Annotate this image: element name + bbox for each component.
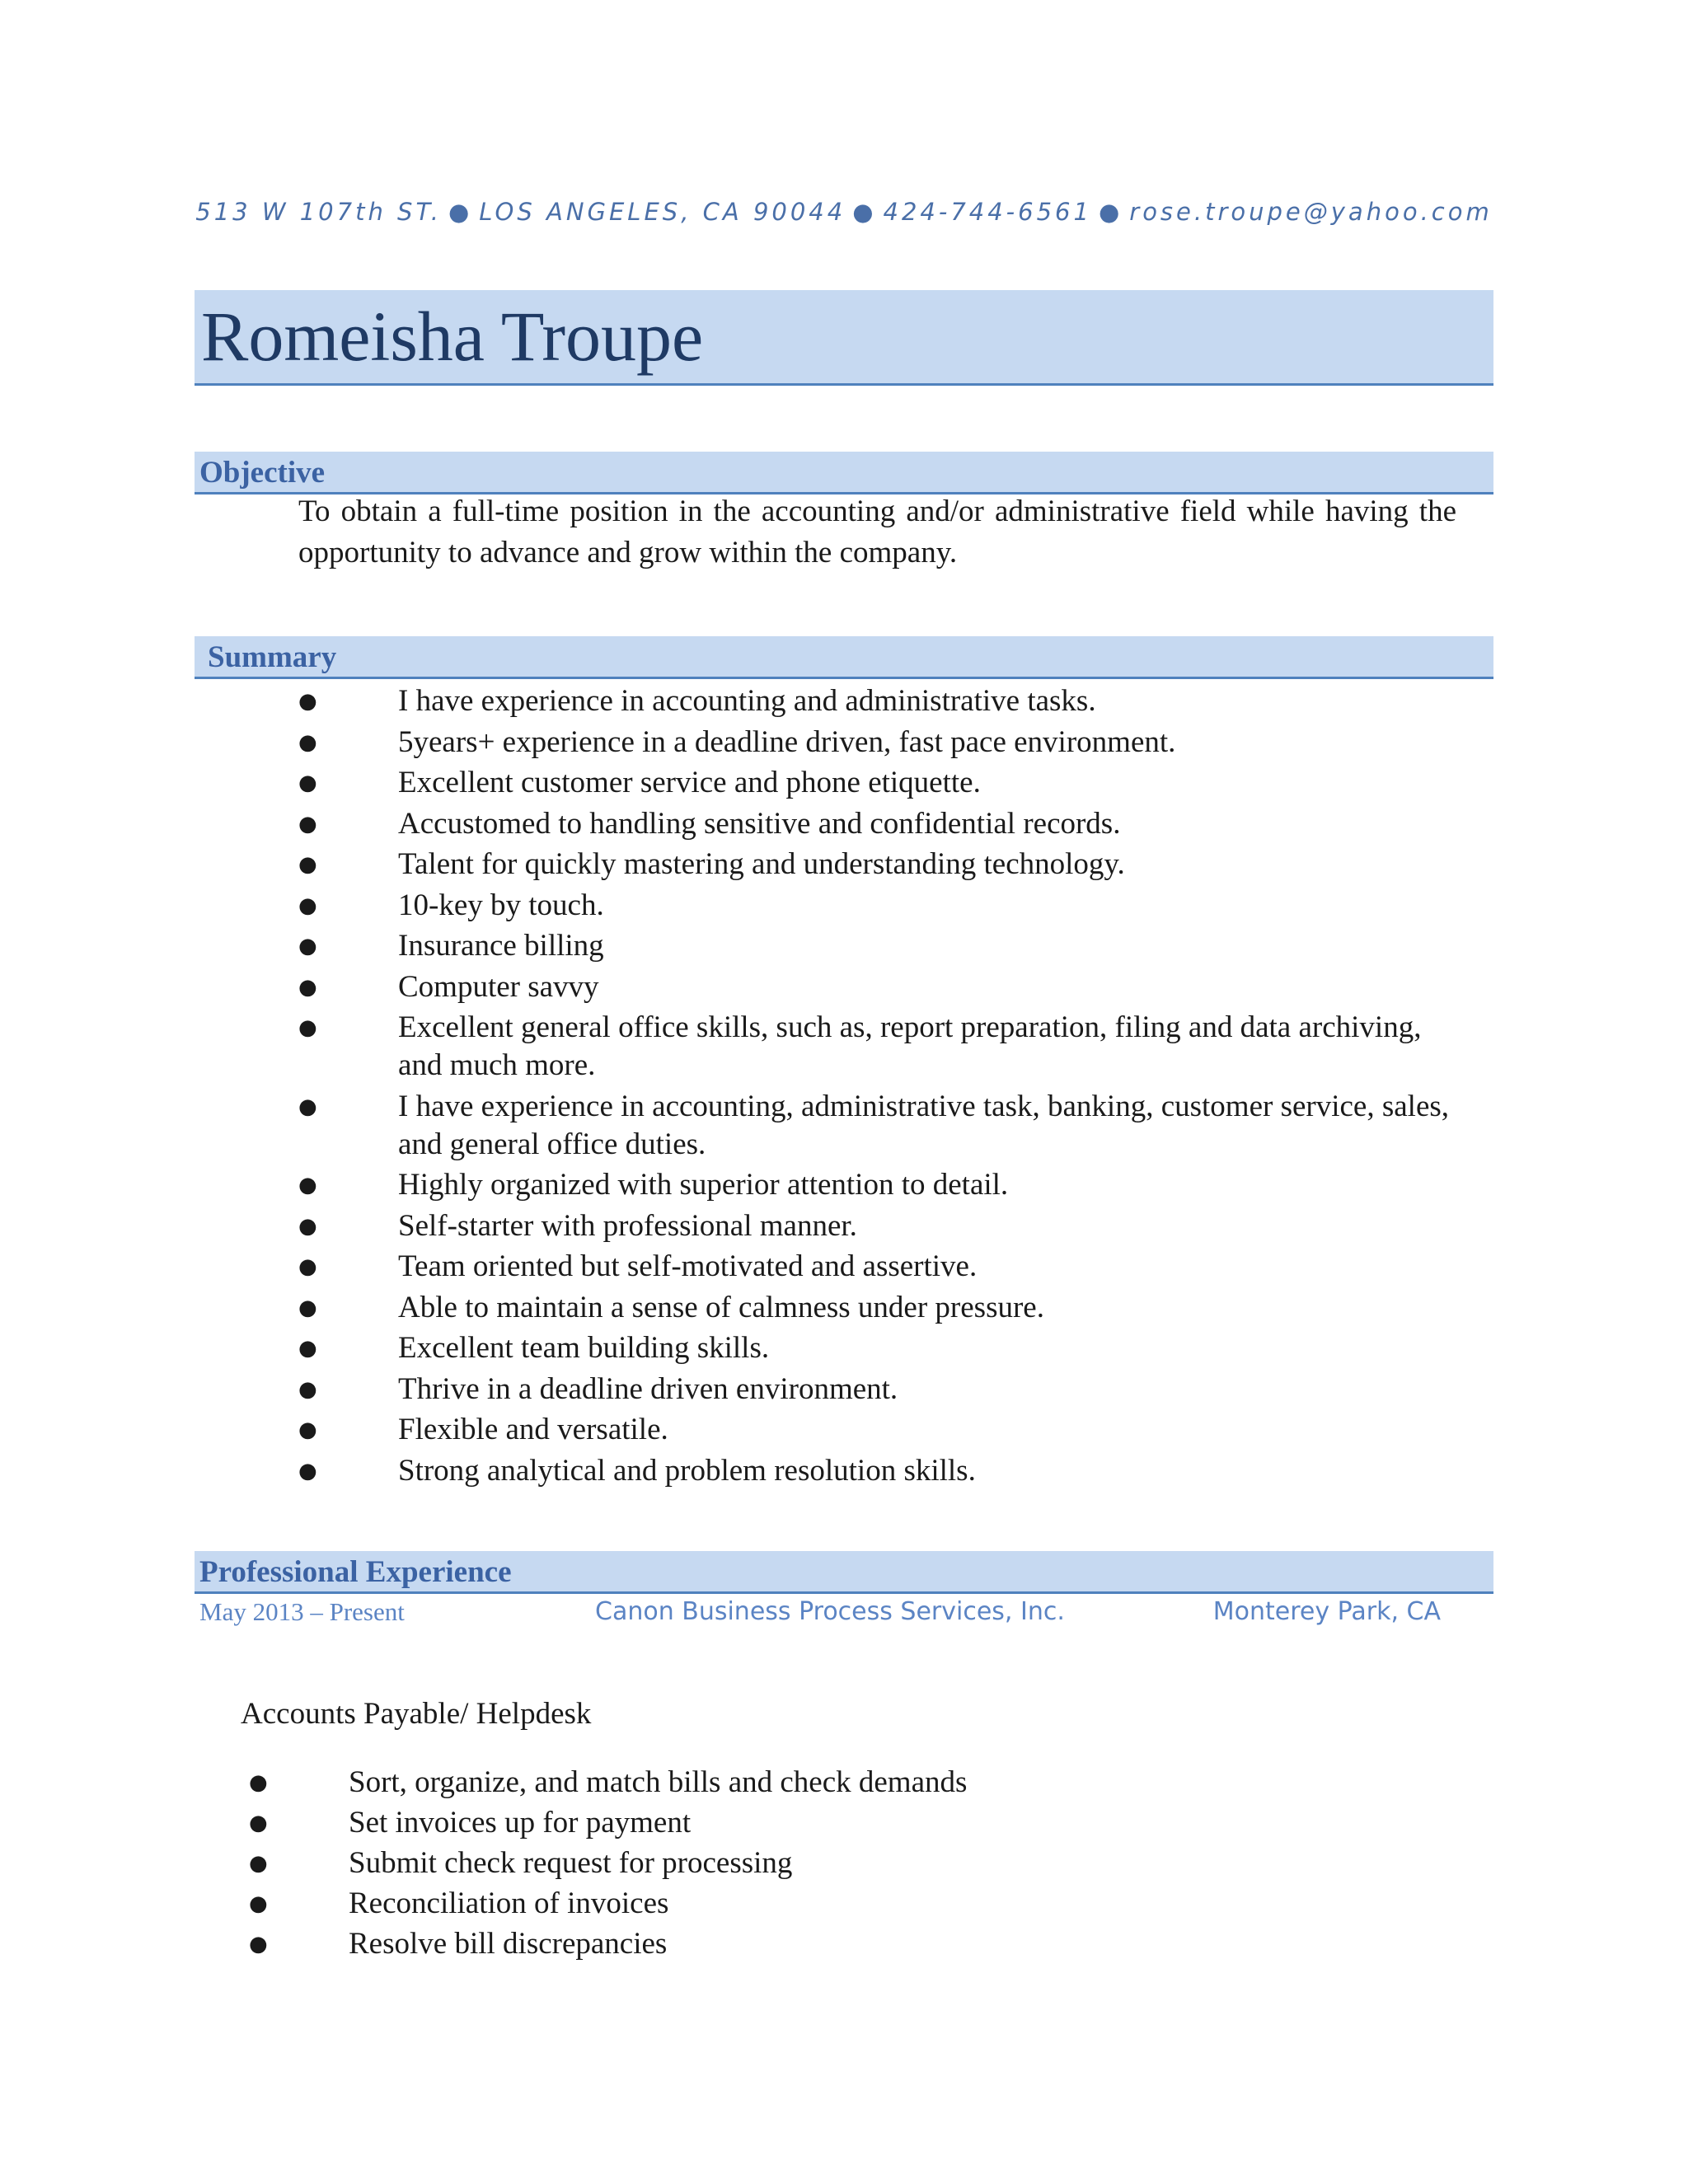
summary-heading: Summary <box>208 640 337 674</box>
list-item-text: Thrive in a deadline driven environment. <box>398 1371 898 1406</box>
list-item <box>298 846 1469 883</box>
bullet-icon: ● <box>249 1932 268 1957</box>
list-item-text: Set invoices up for payment <box>349 1806 692 1840</box>
bullet-icon: ● <box>298 1295 317 1320</box>
bullet-icon: ● <box>249 1770 268 1795</box>
bullet-icon: ● <box>249 1891 268 1916</box>
list-item <box>298 1289 1469 1327</box>
bullet-icon: ● <box>298 1094 317 1119</box>
job-header <box>199 1597 1493 1633</box>
list-item <box>298 1248 1469 1286</box>
list-item <box>298 1452 1469 1490</box>
contact-address: 513 W 107th ST. <box>195 198 442 226</box>
contact-separator: ● <box>1098 198 1123 226</box>
list-item <box>249 1804 1320 1842</box>
bullet-icon: ● <box>298 934 317 958</box>
job-dates: May 2013 – Present <box>199 1597 405 1626</box>
bullet-icon: ● <box>298 1173 317 1197</box>
list-item <box>298 805 1469 843</box>
list-item-text: I have experience in accounting and administrative tasks. <box>398 684 1096 718</box>
bullet-icon: ● <box>298 1254 317 1279</box>
list-item <box>298 968 1469 1006</box>
list-item-text: Resolve bill discrepancies <box>349 1927 668 1961</box>
bullet-icon: ● <box>298 974 317 1000</box>
list-item <box>298 1088 1469 1164</box>
list-item <box>249 1885 1320 1923</box>
list-item-text: Flexible and versatile. <box>398 1413 668 1446</box>
job-company: Canon Business Process Services, Inc. <box>595 1597 1065 1626</box>
list-item-text: Able to maintain a sense of calmness under pressure. <box>398 1290 1044 1324</box>
bullet-icon: ● <box>298 1458 317 1483</box>
bullet-icon: ● <box>298 1376 317 1402</box>
objective-heading: Objective <box>199 456 326 490</box>
list-item <box>298 887 1469 925</box>
bullet-icon: ● <box>298 771 317 795</box>
contact-phone: 424-744-6561 <box>883 198 1092 226</box>
list-item <box>249 1764 1320 1802</box>
bullet-icon: ● <box>249 1811 268 1835</box>
contact-email: rose.troupe@yahoo.com <box>1129 198 1493 226</box>
job-location: Monterey Park, CA <box>1212 1597 1441 1626</box>
summary-heading-band <box>195 636 1493 679</box>
list-item <box>298 1411 1469 1449</box>
list-item-text: Accustomed to handling sensitive and confidential records. <box>398 806 1121 841</box>
contact-separator: ● <box>448 198 473 226</box>
summary-list <box>298 682 1469 1493</box>
list-item <box>249 1844 1320 1882</box>
experience-heading-band <box>195 1551 1493 1594</box>
bullet-icon: ● <box>298 1015 317 1040</box>
bullet-icon: ● <box>298 689 317 714</box>
bullet-icon: ● <box>298 811 317 837</box>
bullet-icon: ● <box>298 729 317 755</box>
name-banner <box>195 290 1493 386</box>
experience-heading: Professional Experience <box>199 1555 512 1589</box>
list-item <box>298 724 1469 762</box>
list-item <box>298 1207 1469 1245</box>
list-item <box>298 1329 1469 1367</box>
list-item-text: Self-starter with professional manner. <box>398 1208 857 1243</box>
contact-separator: ● <box>852 198 877 226</box>
list-item-text: Reconciliation of invoices <box>349 1886 669 1920</box>
bullet-icon: ● <box>298 1418 317 1442</box>
list-item-text: Excellent general office skills, such as, report preparation, filing and data archiving, and much more. <box>398 1010 1422 1082</box>
list-item-text: Insurance billing <box>398 929 604 963</box>
list-item <box>298 1166 1469 1204</box>
objective-heading-band <box>195 452 1493 494</box>
list-item-text: Excellent customer service and phone etiquette. <box>398 766 981 799</box>
contact-city: LOS ANGELES, CA 90044 <box>479 198 846 226</box>
list-item-text: 10-key by touch. <box>398 888 604 922</box>
list-item-text: Submit check request for processing <box>349 1846 793 1880</box>
list-item-text: Talent for quickly mastering and understanding technology. <box>398 847 1125 881</box>
objective-text: To obtain a full-time position in the accounting and/or administrative field while having the opportunity to advance and grow within the company. <box>298 494 1456 569</box>
list-item <box>298 764 1469 802</box>
job-duties-list <box>249 1764 1320 1966</box>
bullet-icon: ● <box>249 1851 268 1876</box>
bullet-icon: ● <box>298 1213 317 1239</box>
list-item-text: Computer savvy <box>398 969 599 1004</box>
bullet-icon: ● <box>298 1336 317 1361</box>
list-item-text: Highly organized with superior attention to detail. <box>398 1168 1009 1202</box>
list-item <box>298 927 1469 965</box>
contact-line <box>195 198 1493 226</box>
list-item-text: Strong analytical and problem resolution skills. <box>398 1453 976 1488</box>
list-item <box>298 1009 1469 1085</box>
list-item-text: Excellent team building skills. <box>398 1331 770 1365</box>
bullet-icon: ● <box>298 893 317 918</box>
candidate-name: Romeisha Troupe <box>201 297 704 376</box>
list-item-text: I have experience in accounting, administrative task, banking, customer service, sales, and general office duties. <box>398 1089 1450 1161</box>
list-item-text: 5years+ experience in a deadline driven, fast pace environment. <box>398 724 1176 759</box>
list-item-text: Sort, organize, and match bills and check demands <box>349 1765 968 1799</box>
bullet-icon: ● <box>298 852 317 877</box>
list-item-text: Team oriented but self-motivated and assertive. <box>398 1249 978 1283</box>
list-item <box>298 1371 1469 1408</box>
job-title: Accounts Payable/ Helpdesk <box>241 1697 592 1731</box>
list-item <box>298 682 1469 720</box>
list-item <box>249 1925 1320 1963</box>
